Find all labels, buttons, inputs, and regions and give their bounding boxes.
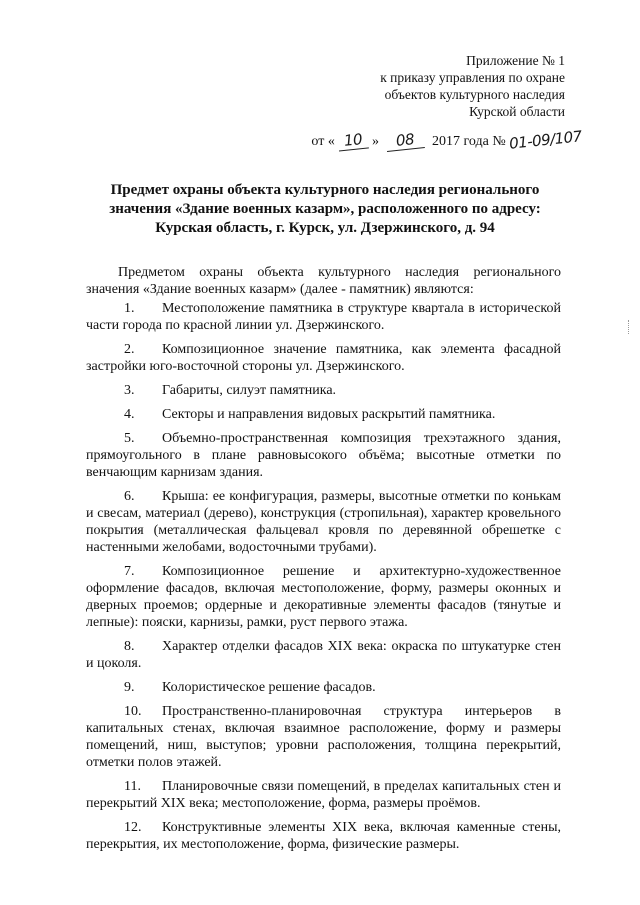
list-item <box>86 430 561 481</box>
item-number: 5. <box>124 431 135 446</box>
item-number: 11. <box>124 779 141 794</box>
item-number: 1. <box>124 301 135 316</box>
item-text: Пространственно-планировочная структура интерьеров в капитальных стенах, включая взаимное расположение, форму и размеры помещений, ниш, выступов; уровни расположения, толщина перекрытий, отметки полов этажей. <box>86 704 561 770</box>
list-item <box>86 679 561 696</box>
list-item <box>86 341 561 375</box>
item-number: 9. <box>124 680 135 695</box>
item-number: 6. <box>124 489 135 504</box>
intro-paragraph: Предметом охраны объекта культурного наследия регионального значения «Здание военных казарм» (далее - памятник) являются: <box>86 265 561 297</box>
item-number: 12. <box>124 820 142 835</box>
title-line: значения «Здание военных казарм», расположенного по адресу: <box>109 201 541 217</box>
title-line: Предмет охраны объекта культурного наследия регионального <box>110 182 540 198</box>
order-suffix: 2017 года № <box>432 134 506 149</box>
item-number: 8. <box>124 639 135 654</box>
margin-mark <box>628 320 630 334</box>
order-day-handwritten: 10 <box>337 129 369 151</box>
appendix-header <box>380 52 565 120</box>
list-item <box>86 703 561 771</box>
item-text: Секторы и направления видовых раскрытий памятника. <box>162 407 496 422</box>
item-text: Габариты, силуэт памятника. <box>162 383 337 398</box>
list-item <box>86 778 561 812</box>
item-text: Местоположение памятника в структуре квартала в исторической части города по красной линии ул. Дзержинского. <box>86 301 561 333</box>
list-item <box>86 819 561 853</box>
item-number: 10. <box>124 704 142 719</box>
appendix-line: объектов культурного наследия <box>384 87 565 102</box>
item-number: 7. <box>124 564 135 579</box>
appendix-line: Курской области <box>469 104 565 119</box>
item-text: Объемно-пространственная композиция трехэтажного здания, прямоугольного в плане равновысокого объёма; высотные отметки по венчающим карнизам здания. <box>86 431 561 480</box>
item-text: Планировочные связи помещений, в пределах капитальных стен и перекрытий XIX века; местоположение, форма, размеры проёмов. <box>86 779 561 811</box>
order-date-number <box>311 127 583 153</box>
order-mid: » <box>371 134 379 149</box>
order-month-handwritten: 08 <box>386 129 426 152</box>
appendix-line: к приказу управления по охране <box>380 70 565 85</box>
item-number: 3. <box>124 383 135 398</box>
document-title <box>95 181 555 238</box>
order-number-handwritten: 01-09/107 <box>508 127 583 153</box>
title-line: Курская область, г. Курск, ул. Дзержинского, д. 94 <box>155 220 495 236</box>
appendix-line: Приложение № 1 <box>466 53 565 68</box>
item-text: Конструктивные элементы XIX века, включая каменные стены, перекрытия, их местоположение, форма, физические размеры. <box>86 820 561 852</box>
item-text: Колористическое решение фасадов. <box>162 680 376 695</box>
item-text: Крыша: ее конфигурация, размеры, высотные отметки по конькам и свесам, материал (дерево), конструкция (стропильная), характер кровельного покрытия (металлическая фальцевал кровля по деревянной обрешетке с настенными желобами, водосточными трубами). <box>86 489 561 555</box>
list-item <box>86 488 561 556</box>
list-item <box>86 406 561 423</box>
item-text: Композиционное значение памятника, как элемента фасадной застройки юго-восточной стороны ул. Дзержинского. <box>86 342 561 374</box>
list-item <box>86 300 561 334</box>
document-body <box>86 264 561 860</box>
item-number: 2. <box>124 342 135 357</box>
item-text: Композиционное решение и архитектурно-художественное оформление фасадов, включая местоположение, форму, размеры оконных и дверных проемов; ордерные и декоративные элементы фасадов (тянутые и лепные): пояски, карнизы, рамки, руст первого этажа. <box>86 564 561 630</box>
protection-items-list <box>86 300 561 853</box>
list-item <box>86 563 561 631</box>
list-item <box>86 638 561 672</box>
item-text: Характер отделки фасадов XIX века: окраска по штукатурке стен и цоколя. <box>86 639 561 671</box>
order-prefix: от « <box>311 134 335 149</box>
list-item <box>86 382 561 399</box>
item-number: 4. <box>124 407 135 422</box>
